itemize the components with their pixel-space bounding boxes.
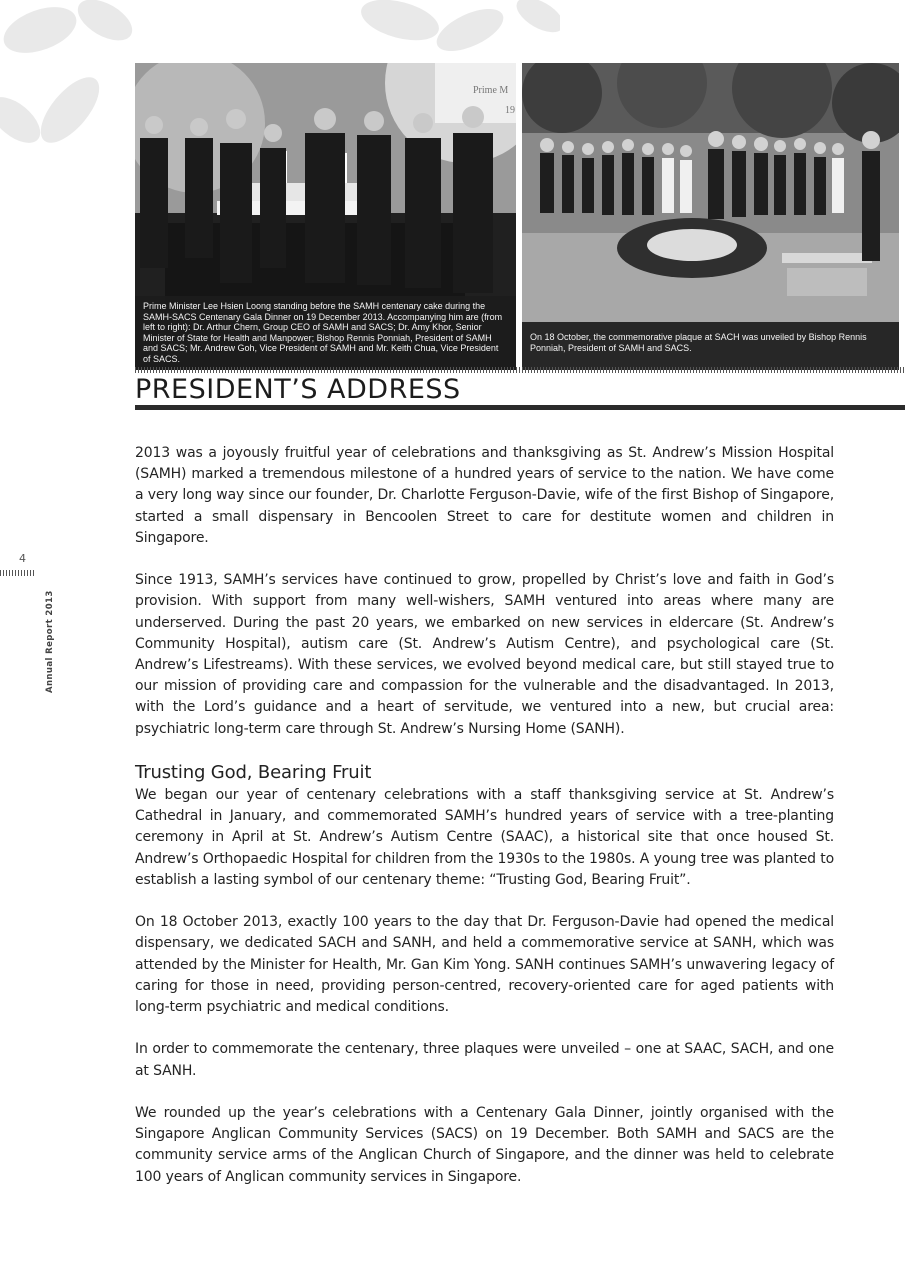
page-number-ticks (0, 570, 36, 576)
paragraph-plaques: In order to commemorate the centenary, three plaques were unveiled – one at SAAC, SACH, and one at SANH. (135, 1041, 834, 1079)
gala-dinner-photo (135, 63, 516, 370)
paragraph-intro: 2013 was a joyously fruitful year of celebrations and thanksgiving as St. Andrew’s Mission Hospital (SAMH) marked a tremendous milestone of a hundred years of service to the nation. We have come a very long way since our founder, Dr. Charlotte Ferguson-Davie, wife of the first Bishop of Singapore, started a small dispensary in Bencoolen Street to care for destitute women and children in Singapore. (135, 445, 834, 546)
plaque-unveiling-photo (522, 63, 899, 370)
gala-dinner-caption: Prime Minister Lee Hsien Loong standing before the SAMH centenary cake during the SAMH-SACS Centenary Gala Dinner on 19 December 2013. Accompanying him are (from left to right): Dr. Arthur Chern, Group CEO of SAMH and SACS; Dr. Amy Khor, Senior Minister of State for Health and Manpower; Bishop Rennis Ponniah, President of SAMH and SACS; Mr. Andrew Goh, Vice President of SAMH and Mr. Keith Chua, Vice President of SACS. (135, 296, 516, 370)
backdrop-text-prime: Prime M (473, 85, 509, 96)
paragraph-history: Since 1913, SAMH’s services have continued to grow, propelled by Christ’s love and faith in God’s provision. With support from many well-wishers, SAMH ventured into areas where many are underserved. During the past 20 years, we embarked on new services in eldercare (St. Andrew’s Community Hospital), autism care (St. Andrew’s Autism Centre), and psychological care (St. Andrew’s Lifestreams). With these services, we evolved beyond medical care, but still stayed true to our mission of providing care and compassion for the vulnerable and the disadvantaged. In 2013, with the Lord’s guidance and a heart of servitude, we ventured into a new, but crucial area: psychiatric long-term care through St. Andrew’s Nursing Home (SANH). (135, 572, 834, 737)
paragraph-celebrations: We began our year of centenary celebrations with a staff thanksgiving service at St. Andrew’s Cathedral in January, and commemorated SAMH’s hundred years of service with a tree-planting ceremony in April at St. Andrew’s Autism Centre (SAAC), a historical site that once housed St. Andrew’s Orthopaedic Hospital for children from the 1930s to the 1980s. A young tree was planted to establish a lasting symbol of our centenary theme: “Trusting God, Bearing Fruit”. (135, 787, 834, 888)
paragraph-dedication: On 18 October 2013, exactly 100 years to the day that Dr. Ferguson-Davie had opened the medical dispensary, we dedicated SACH and SANH, and held a commemorative service at SANH, which was attended by the Minister for Health, Mr. Gan Kim Yong. SANH continues SAMH’s unwavering legacy of caring for those in need, providing person-centred, recovery-oriented care for aged patients with long-term psychiatric and medical conditions. (135, 914, 834, 1016)
backdrop-text-19: 19 (505, 105, 515, 116)
annual-report-label: Annual Report 2013 (45, 590, 55, 693)
article-body (135, 443, 834, 1209)
decorative-stripe (135, 367, 905, 373)
section-heading: Trusting God, Bearing Fruit (135, 762, 372, 784)
title-underline (135, 405, 905, 410)
plaque-unveiling-caption: On 18 October, the commemorative plaque at SACH was unveiled by Bishop Rennis Ponniah, President of SAMH and SACS. (522, 322, 899, 370)
page-title: PRESIDENT’S ADDRESS (135, 374, 461, 405)
paragraph-gala-dinner: We rounded up the year’s celebrations with a Centenary Gala Dinner, jointly organised with the Singapore Anglican Community Services (SACS) on 19 December. Both SAMH and SACS are the community service arms of the Anglican Church of Singapore, and the dinner was held to celebrate 100 years of Anglican community services in Singapore. (135, 1105, 834, 1185)
page-number: 4 (19, 552, 26, 565)
